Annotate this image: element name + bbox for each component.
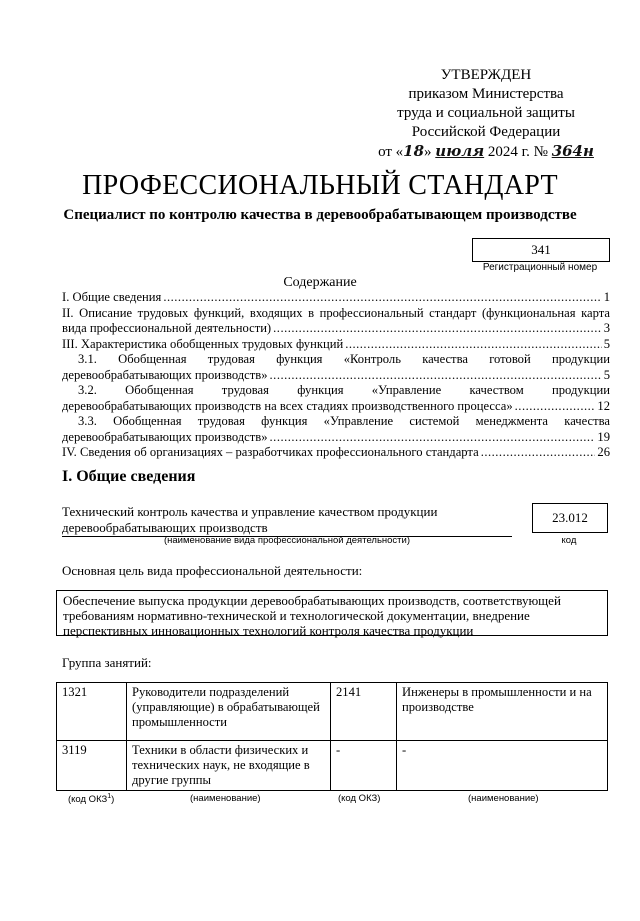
activity-line-1: Технический контроль качества и управление качеством продукции	[62, 504, 438, 519]
toc-entry-i[interactable]: I. Общие сведения ..... 1	[62, 290, 610, 306]
approval-line-ministry: труда и социальной защиты	[397, 105, 575, 121]
activity-code-caption: код	[561, 535, 577, 546]
okz-code-caption-1: (код ОКЗ$^1$)	[68, 793, 115, 806]
footnote-marker[interactable]: 1	[107, 793, 112, 800]
toc-entry-3-2[interactable]: деревообрабатывающих производств на всех стадиях производственного процесса» ..... 12	[62, 399, 610, 415]
toc-heading: Содержание	[283, 275, 357, 290]
registration-number-label: Регистрационный номер	[482, 262, 598, 273]
goal-box: Обеспечение выпуска продукции деревообрабатывающих производств, соответствующей требованиям нормативно-технической и технологической документации, внедрение перспективных инновационных технологий контроля качества продукции	[56, 590, 608, 636]
activity-caption: (наименование вида профессиональной деятельности)	[163, 535, 411, 546]
goal-label: Основная цель вида профессиональной деятельности:	[62, 563, 363, 578]
activity-code-box: 23.012	[532, 503, 608, 533]
table-row	[57, 741, 608, 791]
order-number-handwritten: 364н	[551, 142, 594, 160]
document-subtitle: Специалист по контролю качества в деревообрабатывающем производстве	[63, 207, 577, 223]
occupation-group-label: Группа занятий:	[62, 655, 152, 670]
okz-name-caption-2: (наименование)	[468, 793, 539, 804]
date-mid: »	[424, 144, 432, 160]
activity-line-2: деревообрабатывающих производств	[62, 520, 268, 535]
okz-code-cell: 3119	[57, 741, 127, 791]
toc-entry-ii[interactable]: вида профессиональной деятельности) ..... 3	[62, 321, 610, 337]
registration-number-box: 341	[472, 238, 610, 262]
approval-line-country: Российской Федерации	[411, 124, 561, 140]
date-month-handwritten: июля	[435, 142, 485, 160]
occupation-group-table	[56, 682, 608, 791]
okz-name-cell: Руководители подразделений (управляющие) в обрабатывающей промышленности	[127, 683, 331, 741]
toc-entry-ii-line1[interactable]: II. Описание трудовых функций, входящих в профессиональный стандарт (функциональная карта	[62, 305, 610, 320]
activity-name	[62, 504, 512, 537]
okz-code-caption-2: (код ОКЗ)	[338, 793, 381, 804]
table-row	[57, 683, 608, 741]
toc-entry-iv[interactable]: IV. Сведения об организациях – разработчиках профессионального стандарта ..... 26	[62, 445, 610, 461]
toc-entry-3-2-line1[interactable]: 3.2. Обобщенная трудовая функция «Управление качеством продукции	[78, 383, 610, 397]
approval-block	[368, 66, 604, 162]
toc-entry-3-3[interactable]: деревообрабатывающих производств» ..... 19	[62, 430, 610, 446]
approval-title: УТВЕРЖДЕН	[440, 67, 532, 83]
date-year: 2024 г. №	[487, 144, 548, 160]
toc-entry-3-1[interactable]: деревообрабатывающих производств» ..... 5	[62, 368, 610, 384]
approval-date-line	[368, 142, 604, 162]
section-1-heading: I. Общие сведения	[62, 468, 196, 485]
okz-code-cell: 1321	[57, 683, 127, 741]
date-prefix: от «	[378, 144, 404, 160]
okz-code-cell: 2141	[331, 683, 397, 741]
table-of-contents	[62, 290, 610, 461]
okz-code-cell: -	[331, 741, 397, 791]
okz-name-cell: Техники в области физических и технических наук, не входящие в другие группы	[127, 741, 331, 791]
date-day-handwritten: 18	[403, 142, 425, 160]
toc-entry-iii[interactable]: III. Характеристика обобщенных трудовых функций ..... 5	[62, 337, 610, 353]
okz-name-cell: -	[397, 741, 608, 791]
toc-entry-3-3-line1[interactable]: 3.3. Обобщенная трудовая функция «Управление системой менеджмента качества	[78, 414, 610, 428]
okz-name-caption-1: (наименование)	[190, 793, 261, 804]
document-title: ПРОФЕССИОНАЛЬНЫЙ СТАНДАРТ	[82, 170, 558, 201]
toc-entry-3-1-line1[interactable]: 3.1. Обобщенная трудовая функция «Контроль качества готовой продукции	[78, 352, 610, 366]
approval-line-order: приказом Министерства	[408, 86, 564, 102]
okz-name-cell: Инженеры в промышленности и на производстве	[397, 683, 608, 741]
